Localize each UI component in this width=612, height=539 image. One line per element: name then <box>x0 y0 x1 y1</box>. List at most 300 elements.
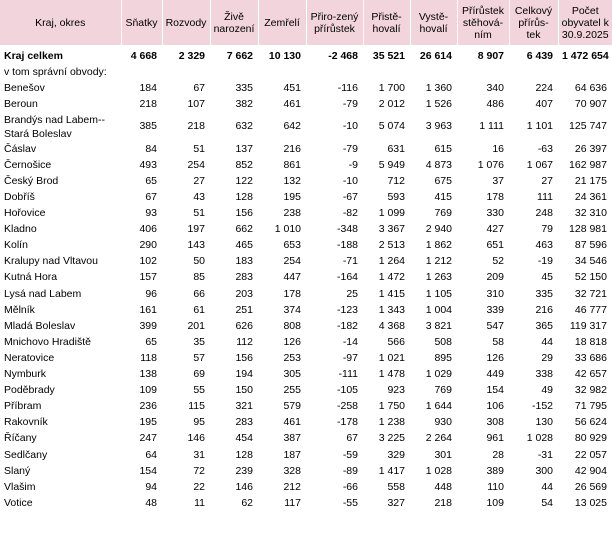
value-cell: 451 <box>283 81 301 94</box>
value-cell: 161 <box>139 303 157 316</box>
value-cell: 212 <box>283 480 301 493</box>
value-cell: 1 238 <box>378 416 405 429</box>
value-cell: 365 <box>535 319 553 332</box>
value-cell: 32 310 <box>574 207 607 220</box>
value-cell: 51 <box>193 207 205 220</box>
value-cell: 1 360 <box>425 81 452 94</box>
value-cell: 128 981 <box>569 223 607 236</box>
value-cell: -79 <box>342 142 358 155</box>
district-name: Kolín <box>4 239 28 252</box>
value-cell: 2 940 <box>425 223 452 236</box>
table-row <box>0 238 612 254</box>
value-cell: 79 <box>541 223 553 236</box>
table-row <box>0 399 612 415</box>
value-cell: 109 <box>486 496 504 509</box>
district-name: Mladá Boleslav <box>4 319 76 332</box>
value-cell: 122 <box>235 174 253 187</box>
table-row <box>0 463 612 479</box>
value-cell: 1 343 <box>378 303 405 316</box>
value-cell: 27 <box>193 174 205 187</box>
column-header: Přírůstek stěhová-ním <box>457 0 509 45</box>
value-cell: 406 <box>139 223 157 236</box>
total-cell: 35 521 <box>372 50 405 62</box>
value-cell: 330 <box>486 207 504 220</box>
value-cell: 808 <box>283 319 301 332</box>
value-cell: 1 212 <box>425 255 452 268</box>
value-cell: 27 <box>541 174 553 187</box>
value-cell: -63 <box>537 142 553 155</box>
value-cell: 195 <box>139 416 157 429</box>
district-name: Hořovice <box>4 207 46 220</box>
table-row <box>0 157 612 173</box>
header-row <box>0 0 612 45</box>
value-cell: 1 021 <box>378 351 405 364</box>
value-cell: 119 317 <box>569 319 607 332</box>
value-cell: 335 <box>535 287 553 300</box>
value-cell: 80 929 <box>574 432 607 445</box>
value-cell: 4 873 <box>425 158 452 171</box>
table-row <box>0 141 612 157</box>
value-cell: 85 <box>193 271 205 284</box>
value-cell: -82 <box>342 207 358 220</box>
value-cell: -55 <box>342 496 358 509</box>
table-row <box>0 80 612 96</box>
value-cell: 25 <box>346 287 358 300</box>
value-cell: 1 010 <box>274 223 301 236</box>
table-row <box>0 206 612 222</box>
value-cell: -348 <box>336 223 358 236</box>
value-cell: 1 028 <box>526 432 553 445</box>
value-cell: 1 862 <box>425 239 452 252</box>
total-cell: 2 329 <box>178 50 205 62</box>
value-cell: 407 <box>535 97 553 110</box>
table-row <box>0 431 612 447</box>
table-row <box>0 270 612 286</box>
value-cell: 52 150 <box>574 271 607 284</box>
table-row <box>0 383 612 399</box>
value-cell: 290 <box>139 239 157 252</box>
column-header: Živě narození <box>210 0 258 45</box>
value-cell: 642 <box>283 120 301 133</box>
value-cell: 201 <box>187 319 205 332</box>
column-header: Přiro-zený přírůstek <box>306 0 363 45</box>
value-cell: 178 <box>486 191 504 204</box>
value-cell: 558 <box>387 480 405 493</box>
value-cell: 328 <box>283 464 301 477</box>
value-cell: 72 <box>193 464 205 477</box>
value-cell: 374 <box>283 303 301 316</box>
table-row <box>0 350 612 366</box>
value-cell: 178 <box>283 287 301 300</box>
value-cell: 33 686 <box>574 351 607 364</box>
value-cell: 203 <box>235 287 253 300</box>
value-cell: 300 <box>535 464 553 477</box>
value-cell: 2 264 <box>425 432 452 445</box>
value-cell: 310 <box>486 287 504 300</box>
district-name: Mnichovo Hradiště <box>4 335 91 348</box>
total-cell: -2 468 <box>328 50 358 62</box>
value-cell: 162 987 <box>569 158 607 171</box>
value-cell: 769 <box>434 207 452 220</box>
district-name: Mělník <box>4 303 35 316</box>
value-cell: 56 624 <box>574 416 607 429</box>
value-cell: 50 <box>193 255 205 268</box>
value-cell: 130 <box>535 416 553 429</box>
value-cell: 51 <box>193 142 205 155</box>
value-cell: 110 <box>487 480 504 493</box>
value-cell: 1 067 <box>526 158 553 171</box>
column-header: Vystě-hovalí <box>410 0 457 45</box>
value-cell: 415 <box>434 191 452 204</box>
value-cell: 254 <box>283 255 301 268</box>
value-cell: 156 <box>235 351 253 364</box>
value-cell: 2 513 <box>378 239 405 252</box>
value-cell: -188 <box>336 239 358 252</box>
value-cell: 24 361 <box>574 191 607 204</box>
value-cell: 61 <box>193 303 205 316</box>
district-name: Benešov <box>4 81 45 94</box>
value-cell: 1 644 <box>425 400 452 413</box>
district-name: Dobříš <box>4 191 35 204</box>
value-cell: 96 <box>145 287 157 300</box>
value-cell: 662 <box>235 223 253 236</box>
value-cell: 67 <box>346 432 358 445</box>
value-cell: -123 <box>336 303 358 316</box>
value-cell: 106 <box>486 400 504 413</box>
value-cell: 321 <box>235 400 253 413</box>
value-cell: 58 <box>492 335 504 348</box>
value-cell: 52 <box>492 255 504 268</box>
value-cell: 184 <box>139 81 157 94</box>
value-cell: 335 <box>235 81 253 94</box>
value-cell: 197 <box>187 223 205 236</box>
column-header: Kraj, okres <box>0 0 121 45</box>
subheading-label: v tom správní obvody: <box>4 66 107 78</box>
value-cell: 305 <box>283 368 301 381</box>
value-cell: 55 <box>193 384 205 397</box>
value-cell: 16 <box>492 142 504 155</box>
subheading-row <box>0 65 612 80</box>
district-name: Lysá nad Labem <box>4 287 82 300</box>
value-cell: 248 <box>535 207 553 220</box>
value-cell: 70 907 <box>574 97 607 110</box>
value-cell: 340 <box>486 81 504 94</box>
value-cell: 218 <box>187 120 205 133</box>
value-cell: 389 <box>486 464 504 477</box>
value-cell: 1 478 <box>378 368 405 381</box>
value-cell: 1 029 <box>425 368 452 381</box>
value-cell: 54 <box>541 496 553 509</box>
value-cell: -111 <box>338 368 358 381</box>
value-cell: 338 <box>535 368 553 381</box>
table-row <box>0 112 612 141</box>
total-cell: 6 439 <box>526 50 553 62</box>
table-row <box>0 415 612 431</box>
value-cell: 712 <box>387 174 405 187</box>
total-cell: 1 472 654 <box>562 50 609 62</box>
value-cell: 43 <box>193 191 205 204</box>
value-cell: 651 <box>486 239 504 252</box>
value-cell: 65 <box>145 174 157 187</box>
district-name: Kladno <box>4 223 37 236</box>
value-cell: -152 <box>531 400 553 413</box>
value-cell: 22 057 <box>574 448 607 461</box>
value-cell: 154 <box>139 464 157 477</box>
value-cell: 67 <box>193 81 205 94</box>
value-cell: 327 <box>387 496 405 509</box>
value-cell: 5 074 <box>378 120 405 133</box>
district-name: Slaný <box>4 464 31 477</box>
value-cell: 154 <box>486 384 504 397</box>
value-cell: -164 <box>336 271 358 284</box>
value-cell: 69 <box>193 368 205 381</box>
value-cell: 3 963 <box>425 120 452 133</box>
value-cell: 547 <box>486 319 504 332</box>
value-cell: 923 <box>387 384 405 397</box>
value-cell: 238 <box>283 207 301 220</box>
value-cell: 461 <box>283 416 301 429</box>
value-cell: 508 <box>434 335 452 348</box>
value-cell: 115 <box>188 400 205 413</box>
value-cell: 126 <box>283 335 301 348</box>
value-cell: 107 <box>187 97 205 110</box>
value-cell: 1 099 <box>378 207 405 220</box>
value-cell: 183 <box>235 255 253 268</box>
value-cell: -31 <box>537 448 553 461</box>
value-cell: 308 <box>486 416 504 429</box>
value-cell: 1 111 <box>479 120 504 133</box>
value-cell: 42 904 <box>574 464 607 477</box>
value-cell: 156 <box>235 207 253 220</box>
district-name: Kutná Hora <box>4 271 58 284</box>
total-row <box>0 45 612 65</box>
column-header: Počet obyvatel k 30.9.2025 <box>558 0 612 45</box>
value-cell: 385 <box>139 120 157 133</box>
value-cell: -258 <box>336 400 358 413</box>
value-cell: 117 <box>284 496 301 509</box>
value-cell: 236 <box>139 400 157 413</box>
table-row <box>0 495 612 511</box>
district-name: Český Brod <box>4 174 59 187</box>
value-cell: 427 <box>486 223 504 236</box>
value-cell: 463 <box>535 239 553 252</box>
value-cell: -10 <box>342 174 358 187</box>
total-cell: 4 668 <box>130 50 157 62</box>
district-name: Beroun <box>4 97 38 110</box>
value-cell: 32 721 <box>574 287 607 300</box>
value-cell: 675 <box>434 174 452 187</box>
value-cell: 254 <box>187 158 205 171</box>
table-row <box>0 334 612 350</box>
value-cell: 224 <box>535 81 553 94</box>
value-cell: 930 <box>434 416 452 429</box>
value-cell: 239 <box>235 464 253 477</box>
value-cell: 45 <box>541 271 553 284</box>
value-cell: 253 <box>283 351 301 364</box>
value-cell: 593 <box>387 191 405 204</box>
district-name: Nymburk <box>4 368 47 381</box>
value-cell: 64 <box>145 448 157 461</box>
value-cell: 137 <box>235 142 253 155</box>
value-cell: 22 <box>193 480 205 493</box>
district-name: Vlašim <box>4 480 36 493</box>
value-cell: 128 <box>235 191 253 204</box>
value-cell: 1 472 <box>378 271 405 284</box>
value-cell: 87 596 <box>574 239 607 252</box>
value-cell: -14 <box>342 335 358 348</box>
value-cell: 631 <box>387 142 405 155</box>
value-cell: 454 <box>235 432 253 445</box>
value-cell: 216 <box>283 142 301 155</box>
value-cell: 146 <box>187 432 205 445</box>
district-name: Čáslav <box>4 142 37 155</box>
value-cell: 32 982 <box>574 384 607 397</box>
value-cell: 1 101 <box>526 120 553 133</box>
district-name: Příbram <box>4 400 42 413</box>
value-cell: 1 417 <box>378 464 405 477</box>
district-name: Votice <box>4 496 33 509</box>
value-cell: 28 <box>492 448 504 461</box>
table-row <box>0 447 612 463</box>
value-cell: 109 <box>139 384 157 397</box>
table-body <box>0 45 612 511</box>
value-cell: 95 <box>193 416 205 429</box>
value-cell: 146 <box>235 480 253 493</box>
value-cell: 1 076 <box>477 158 504 171</box>
total-cell: 7 662 <box>226 50 253 62</box>
value-cell: 247 <box>139 432 157 445</box>
column-header: Rozvody <box>162 0 210 45</box>
value-cell: 615 <box>434 142 452 155</box>
value-cell: 895 <box>434 351 452 364</box>
value-cell: 382 <box>235 97 253 110</box>
value-cell: 3 821 <box>425 319 452 332</box>
value-cell: 449 <box>486 368 504 381</box>
table-row <box>0 222 612 238</box>
value-cell: 218 <box>434 496 452 509</box>
column-header: Přistě-hovalí <box>363 0 410 45</box>
value-cell: 49 <box>541 384 553 397</box>
total-cell: 26 614 <box>419 50 452 62</box>
table-row <box>0 254 612 270</box>
district-name: Sedlčany <box>4 448 48 461</box>
value-cell: 66 <box>193 287 205 300</box>
value-cell: 29 <box>541 351 553 364</box>
value-cell: 67 <box>145 191 157 204</box>
table-row <box>0 286 612 302</box>
value-cell: -97 <box>342 351 358 364</box>
value-cell: 861 <box>283 158 301 171</box>
value-cell: 1 526 <box>425 97 452 110</box>
district-name: Černošice <box>4 158 52 171</box>
value-cell: 283 <box>235 416 253 429</box>
table-row <box>0 96 612 112</box>
value-cell: 301 <box>434 448 452 461</box>
column-header: Sňatky <box>121 0 162 45</box>
value-cell: -71 <box>342 255 358 268</box>
value-cell: 339 <box>486 303 504 316</box>
value-cell: 1 750 <box>378 400 405 413</box>
value-cell: 283 <box>235 271 253 284</box>
value-cell: -10 <box>342 120 358 133</box>
value-cell: -89 <box>342 464 358 477</box>
district-name: Neratovice <box>4 351 55 364</box>
value-cell: 13 025 <box>574 496 607 509</box>
value-cell: 579 <box>283 400 301 413</box>
value-cell: 132 <box>283 174 301 187</box>
value-cell: 187 <box>283 448 301 461</box>
table-row <box>0 318 612 334</box>
value-cell: 195 <box>283 191 301 204</box>
total-cell: 10 130 <box>268 50 301 62</box>
value-cell: 447 <box>283 271 301 284</box>
value-cell: 251 <box>235 303 253 316</box>
value-cell: 37 <box>492 174 504 187</box>
value-cell: 57 <box>193 351 205 364</box>
value-cell: 216 <box>535 303 553 316</box>
value-cell: 64 636 <box>574 81 607 94</box>
value-cell: 112 <box>236 335 253 348</box>
value-cell: 11 <box>194 496 205 509</box>
value-cell: 387 <box>283 432 301 445</box>
district-name: Kralupy nad Vltavou <box>4 255 98 268</box>
value-cell: 21 175 <box>574 174 607 187</box>
value-cell: 138 <box>139 368 157 381</box>
value-cell: 769 <box>434 384 452 397</box>
value-cell: 461 <box>283 97 301 110</box>
value-cell: 111 <box>537 191 553 204</box>
value-cell: 71 795 <box>574 400 607 413</box>
value-cell: 399 <box>139 319 157 332</box>
value-cell: 194 <box>235 368 253 381</box>
value-cell: 118 <box>140 351 157 364</box>
value-cell: -116 <box>337 81 358 94</box>
district-name: Rakovník <box>4 416 48 429</box>
table-row <box>0 302 612 318</box>
value-cell: 31 <box>193 448 205 461</box>
district-name: Poděbrady <box>4 384 55 397</box>
table-row <box>0 189 612 205</box>
value-cell: 3 225 <box>378 432 405 445</box>
column-header: Celkový přírůs-tek <box>509 0 558 45</box>
value-cell: 126 <box>486 351 504 364</box>
value-cell: 65 <box>145 335 157 348</box>
value-cell: 329 <box>387 448 405 461</box>
value-cell: -9 <box>348 158 358 171</box>
value-cell: 626 <box>235 319 253 332</box>
total-row-label: Kraj celkem <box>4 50 63 62</box>
value-cell: 34 546 <box>574 255 607 268</box>
value-cell: 26 569 <box>574 480 607 493</box>
value-cell: 1 105 <box>425 287 452 300</box>
value-cell: -67 <box>342 191 358 204</box>
value-cell: 46 777 <box>574 303 607 316</box>
value-cell: 255 <box>283 384 301 397</box>
value-cell: 4 368 <box>378 319 405 332</box>
value-cell: 653 <box>283 239 301 252</box>
value-cell: -19 <box>537 255 553 268</box>
table-row <box>0 173 612 189</box>
value-cell: -79 <box>342 97 358 110</box>
value-cell: 218 <box>139 97 157 110</box>
value-cell: 1 263 <box>425 271 452 284</box>
value-cell: 209 <box>486 271 504 284</box>
value-cell: 143 <box>187 239 205 252</box>
value-cell: 128 <box>235 448 253 461</box>
value-cell: 5 949 <box>378 158 405 171</box>
table-row <box>0 367 612 383</box>
value-cell: 102 <box>139 255 157 268</box>
